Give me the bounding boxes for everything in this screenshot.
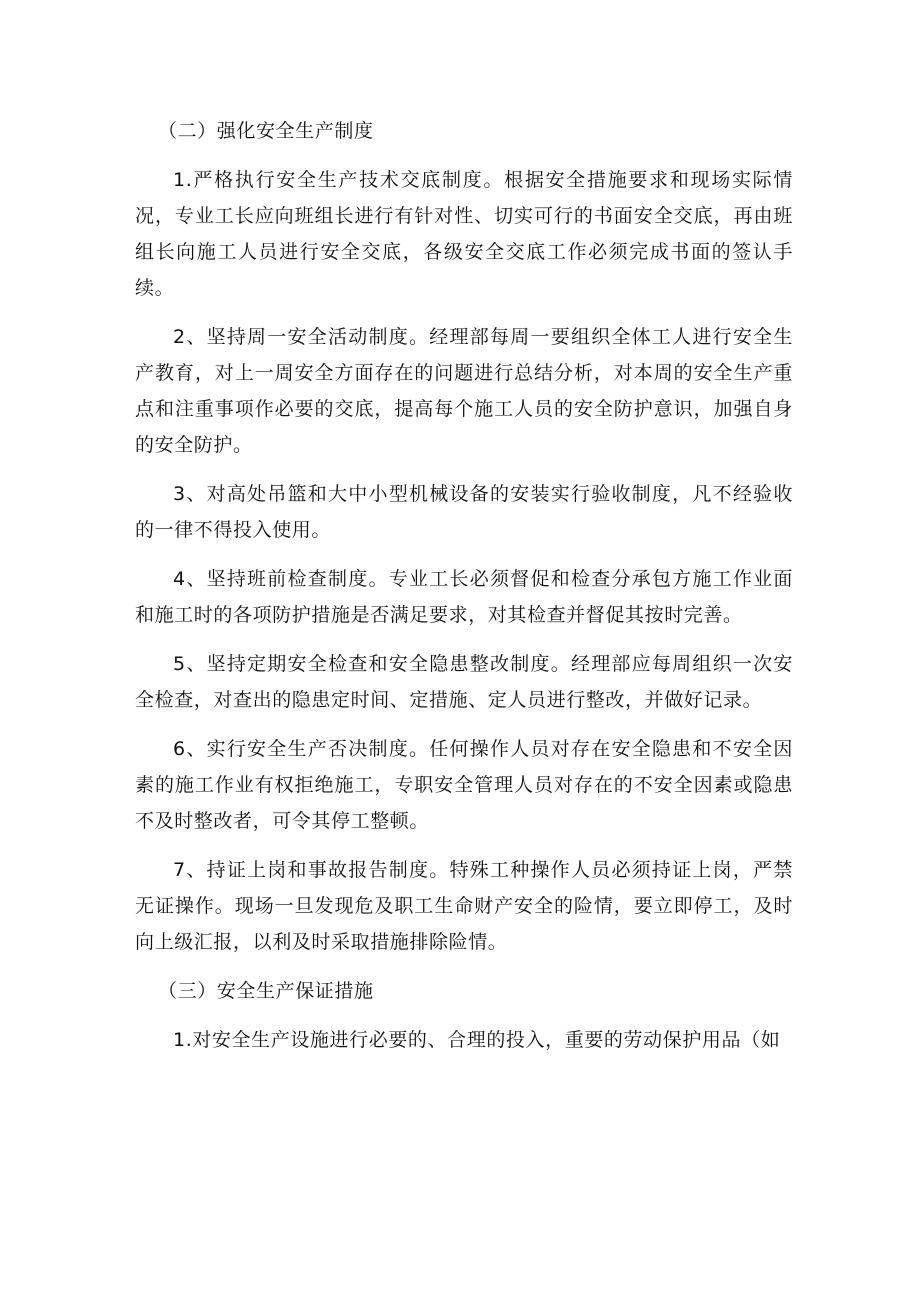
paragraph-item-6: 6、实行安全生产否决制度。任何操作人员对存在安全隐患和不安全因素的施工作业有权拒绝施工，专职安全管理人员对存在的不安全因素或隐患不及时整改者，可令其停工整顿。 (135, 738, 793, 832)
paragraph-item-5: 5、坚持定期安全检查和安全隐患整改制度。经理部应每周组织一次安全检查，对查出的隐患定时间、定措施、定人员进行整改，并做好记录。 (135, 653, 793, 711)
paragraph-item-2: 2、坚持周一安全活动制度。经理部每周一要组织全体工人进行安全生产教育，对上一周安全方面存在的问题进行总结分析，对本周的安全生产重点和注重事项作必要的交底，提高每个施工人员的安全防护意识，加强自身的安全防护。 (135, 326, 793, 456)
paragraph-item-1: 1.严格执行安全生产技术交底制度。根据安全措施要求和现场实际情况，专业工长应向班组长进行有针对性、切实可行的书面安全交底，再由班组长向施工人员进行安全交底，各级安全交底工作必须完成书面的签认手续。 (135, 169, 793, 299)
document-body (135, 113, 793, 1058)
section-heading-2: （二）强化安全生产制度 (158, 120, 374, 142)
section-heading-3: （三）安全生产保证措施 (158, 980, 374, 1002)
paragraph-item-7: 7、持证上岗和事故报告制度。特殊工种操作人员必须持证上岗，严禁无证操作。现场一旦发现危及职工生命财产安全的险情，要立即停工，及时向上级汇报，以利及时采取措施排除险情。 (135, 859, 793, 953)
paragraph-item-3: 3、对高处吊篮和大中小型机械设备的安装实行验收制度，凡不经验收的一律不得投入使用。 (135, 483, 793, 541)
paragraph-item-3-1: 1.对安全生产设施进行必要的、合理的投入，重要的劳动保护用品（如 (173, 1029, 781, 1051)
paragraph-item-4: 4、坚持班前检查制度。专业工长必须督促和检查分承包方施工作业面和施工时的各项防护措施是否满足要求，对其检查并督促其按时完善。 (135, 568, 793, 626)
